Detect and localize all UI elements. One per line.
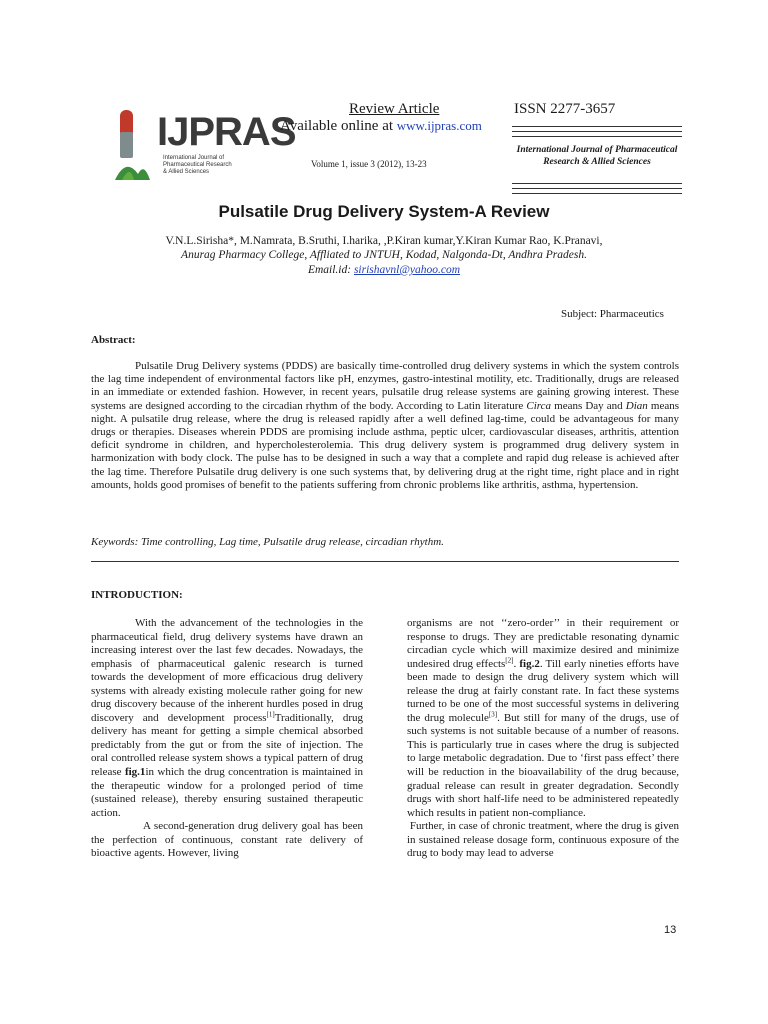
logo-subtitle: International Journal of Pharmaceutical Research & Allied Sciences bbox=[163, 155, 232, 175]
article-type: Review Article bbox=[349, 101, 440, 117]
header-rule bbox=[512, 136, 682, 137]
issn: ISSN 2277-3657 bbox=[514, 101, 616, 117]
online-prefix: Available online at bbox=[280, 118, 394, 134]
introduction-heading: INTRODUCTION: bbox=[91, 589, 183, 601]
citation-ref: [3] bbox=[488, 710, 498, 719]
logo-wordmark: IJPRAS bbox=[157, 110, 296, 154]
header-rule bbox=[512, 193, 682, 194]
journal-name: International Journal of Pharmaceutical Research & Allied Sciences bbox=[516, 145, 678, 167]
abstract-body: Pulsatile Drug Delivery systems (PDDS) are basically time-controlled drug delivery systems in which the system controls the lag time independent of environmental factors like pH, enzymes, gastro-intestinal motility, etc. Traditionally, drugs are released in an immediate or extended fashion. However, in recent years, pulsatile drug release systems are gaining growing interest. These systems are designed according to the circadian rhythm of the body. According to Latin literature Circa means Day and Dian means night. A pulsatile drug release, where the drug is released rapidly after a well defined lag-time, could be advantageous for many drugs or therapies. Diseases wherein PDDS are promising include asthma, peptic ulcer, cardiovascular diseases, arthritis, attention deficit syndrome in children, and hypercholesterolemia. This drug delivery system is programmed drug delivery system in harmonization with body clock. The pulse has to be designed in such a way that a complete and rapid dug release is achieved after the lag time. Therefore Pulsatile drug delivery is one such systems that, by delivering drug at the right time, right place and in right amounts, holds good promises of benefit to the patients suffering from chronic problems like arthritis, asthma, hypertension. bbox=[91, 360, 679, 491]
author-list: V.N.L.Sirisha*, M.Namrata, B.Sruthi, I.harika, ,P.Kiran kumar,Y.Kiran Kumar Rao, K.Pranavi, bbox=[165, 235, 603, 247]
citation-ref: [2] bbox=[505, 655, 514, 664]
email-label: Email.id: bbox=[307, 264, 352, 276]
figure-ref: fig.1 bbox=[124, 766, 146, 779]
body-column-left: With the advancement of the technologies in the pharmaceutical field, drug delivery systems have drawn an increasing interest over the last few decades. Nowadays, the emphasis of pharmaceutical galenic research is turned towards the development of more efficacious drug delivery systems with already existing molecule rather going for new drug discovery because of the inherent hurdles posed in drug discovery and development process[1]Traditionally, drug delivery has meant for getting a simple chemical absorbed predictably from the gut or from the site of injection. The oral controlled release system shows a typical pattern of drug release fig.1in which the drug concentration is maintained in the therapeutic window for a prolonged period of time (sustained release), thereby ensuring sustained therapeutic action. A second-generation drug delivery goal has been the perfection of continuous, constant rate delivery of bioactive agents. However, living bbox=[91, 617, 364, 860]
header-rule bbox=[512, 183, 682, 184]
email-line bbox=[0, 264, 768, 276]
page-number: 13 bbox=[664, 924, 677, 936]
keywords: Keywords: Time controlling, Lag time, Pulsatile drug release, circadian rhythm. bbox=[91, 536, 444, 548]
header-rule bbox=[512, 188, 682, 189]
email-link[interactable]: sirishavnl@yahoo.com bbox=[353, 264, 461, 276]
abstract-heading: Abstract: bbox=[91, 334, 136, 346]
figure-ref: fig.2 bbox=[519, 657, 540, 670]
journal-url-link[interactable]: www.ijpras.com bbox=[396, 118, 482, 133]
affiliation: Anurag Pharmacy College, Affliated to JNTUH, Kodad, Nalgonda-Dt, Andhra Pradesh. bbox=[181, 249, 587, 261]
header-rule bbox=[512, 126, 682, 127]
body-column-right: organisms are not ‘‘zero-order’’ in their requirement or response to drugs. They are predictable resonating dynamic circadian cycle which will maximize desired and minimize undesired drug effects[2]. fig.2. Till early nineties efforts have been made to design the drug delivery system which will release the drug at fairly constant rate. In fact these systems turned to be one of the most successful systems in delivering the drug molecule[3]. But still for many of the drugs, use of such systems is not suitable because of a number of reasons. This is particularly true in cases where the drug is subjected to large metabolic degradation. Due to ‘first pass effect’ there will be reduction in the bioavailability of the drug because, gradual release can result in greater degradation. Secondly drugs with short half-life need to be administered repeatedly which results in patient non-compliance. Further, in case of chronic treatment, where the drug is given in sustained release dosage form, continuous exposure of the drug to body may lead to adverse bbox=[407, 617, 680, 860]
volume-info: Volume 1, issue 3 (2012), 13-23 bbox=[311, 159, 427, 169]
header-rule bbox=[512, 131, 682, 132]
subject-line: Subject: Pharmaceutics bbox=[561, 308, 664, 320]
section-divider bbox=[91, 561, 679, 562]
article-title: Pulsatile Drug Delivery System-A Review bbox=[218, 202, 550, 221]
availability-line bbox=[280, 118, 482, 135]
citation-ref: [1] bbox=[266, 710, 275, 719]
